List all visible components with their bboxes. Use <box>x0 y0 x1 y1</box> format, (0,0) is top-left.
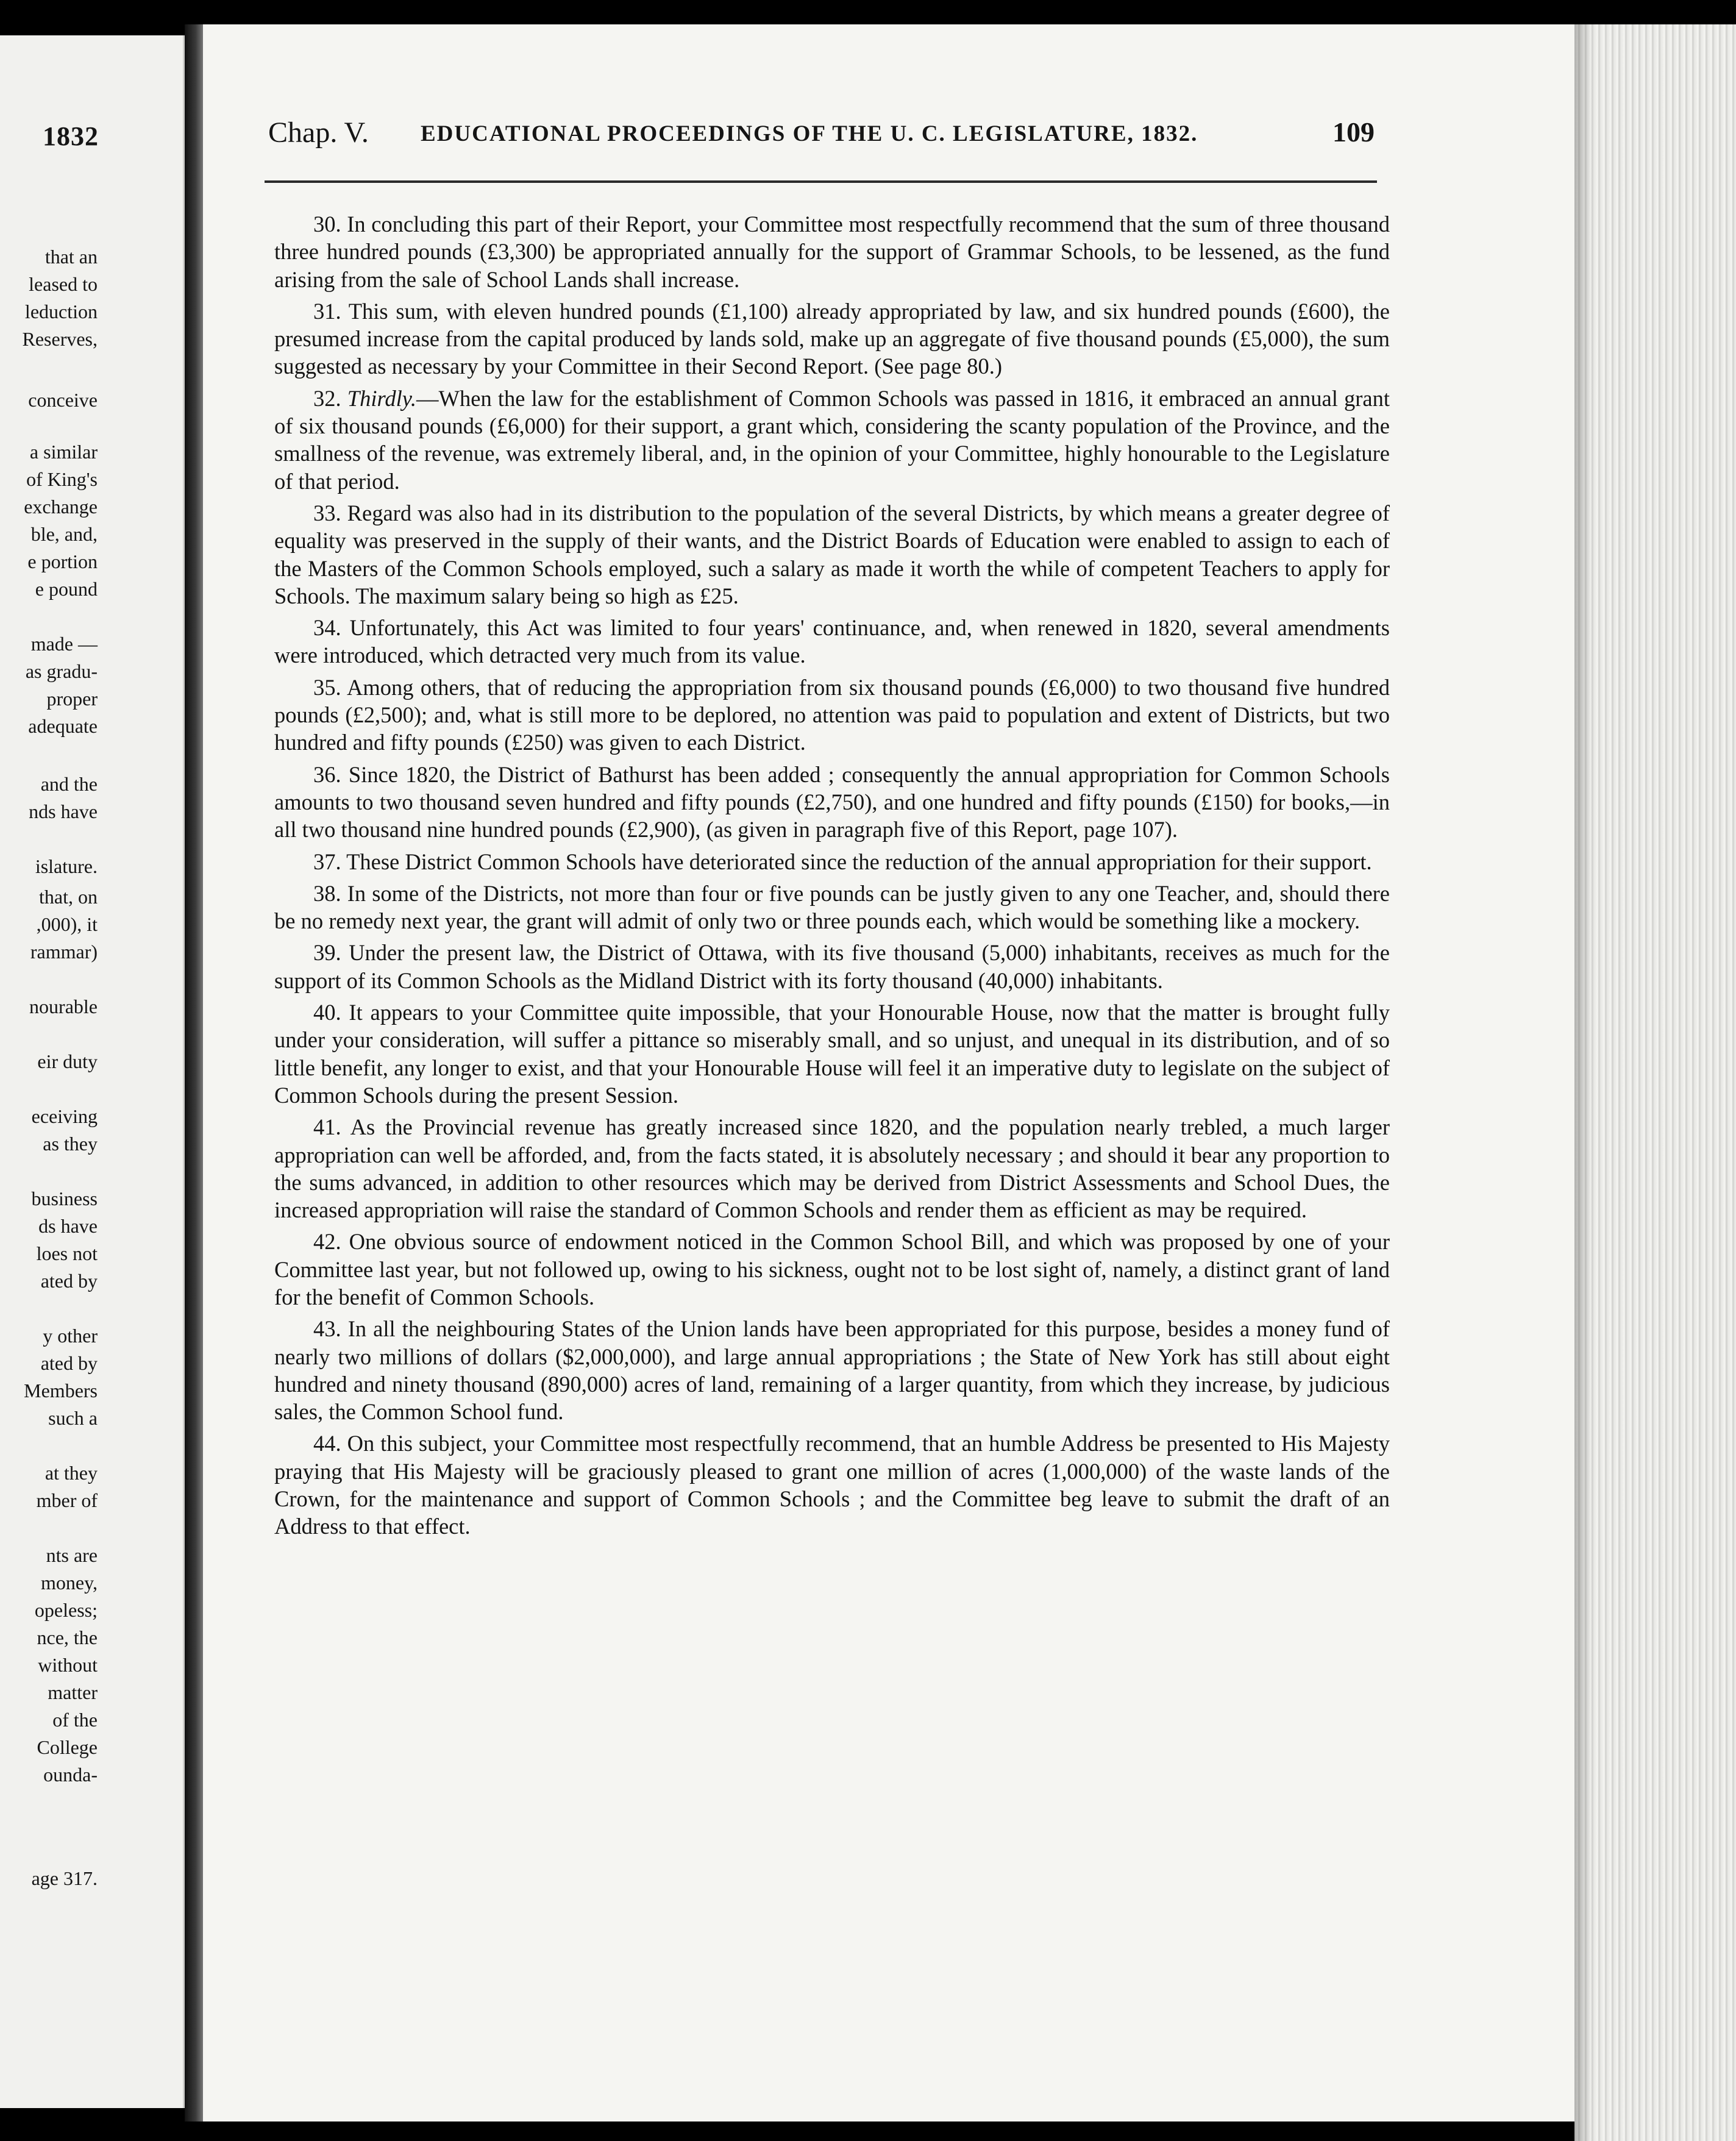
left-page-fragment: and the <box>40 773 98 795</box>
left-page-fragment: adequate <box>28 715 98 737</box>
left-page-fragment: as gradu- <box>25 660 98 682</box>
left-page-fragment: made — <box>30 633 98 655</box>
left-page-fragment: proper <box>46 688 98 710</box>
running-header <box>268 116 1375 152</box>
left-page-fragment: money, <box>40 1572 98 1594</box>
left-page-fragment: at they <box>44 1462 98 1484</box>
left-page-fragment: nourable <box>29 996 98 1017</box>
left-page-fragment: ,000), it <box>36 913 98 935</box>
paragraph-37: 37. These District Common Schools have deteriorated since the reduction of the annual appropriation for their support. <box>313 849 1372 874</box>
left-page-fragment: matter <box>48 1681 98 1703</box>
left-page-fragment: mber of <box>36 1489 98 1511</box>
left-page-fragment: ated by <box>40 1352 98 1374</box>
paragraph-35: 35. Among others, that of reducing the appropriation from six thousand pounds (£6,000) to two thousand five hundred pounds (£2,500); and, what is still more to be deplored, no attention was paid to population and extent of Districts, but two hundred and fifty pounds (£250) was given to each District. <box>274 674 1390 755</box>
left-page-fragment: without <box>38 1654 98 1676</box>
left-page-fragment: as they <box>43 1133 98 1155</box>
left-page-fragment: islature. <box>35 855 98 877</box>
left-page-fragment: of the <box>52 1709 98 1731</box>
page-number: 109 <box>1332 116 1375 148</box>
left-page-fragment: such a <box>48 1407 98 1429</box>
left-page-fragment: y other <box>43 1325 98 1347</box>
paragraph-31: 31. This sum, with eleven hundred pounds (£1,100) already appropriated by law, and six hundred pounds (£600), the presumed increase from the capital produced by lands sold, make up an aggregate of five thousand pounds (£5,000), the sum suggested as necessary by your Committee in their Second Report. (See page 80.) <box>274 298 1390 379</box>
running-title: EDUCATIONAL PROCEEDINGS OF THE U. C. LEGISLATURE, 1832. <box>421 121 1198 146</box>
paragraph-43: 43. In all the neighbouring States of the Union lands have been appropriated for this purpose, besides a money fund of nearly two millions of dollars ($2,000,000), and large annual appropriations ; the State of New York has still about eight hundred and ninety thousand (890,000) acres of land, remaining of a larger quantity, from which they increase, by judicious sales, the Common School fund. <box>274 1316 1390 1425</box>
left-page-fragment: of King's <box>26 468 98 490</box>
left-page-fragment: loes not <box>36 1242 98 1264</box>
paragraph-36: 36. Since 1820, the District of Bathurst has been added ; consequently the annual appropriation for Common Schools amounts to two thousand seven hundred and fifty pounds (£2,750), and one hundred and fifty pounds (£150) for books,—in all two thousand nine hundred pounds (£2,900), (as given in paragraph five of this Report, page 107). <box>274 761 1390 843</box>
left-page-fragment: ated by <box>40 1270 98 1292</box>
left-page-fragment: ds have <box>38 1215 98 1237</box>
paragraph-34: 34. Unfortunately, this Act was limited to four years' continuance, and, when renewed in 1820, several amendments were introduced, which detracted very much from its value. <box>274 615 1390 668</box>
paragraph-30: 30. In concluding this part of their Report, your Committee most respectfully recommend that the sum of three thousand three hundred pounds (£3,300) be appropriated annually for the support of Grammar Schools, to be lessened, as the fund arising from the sale of School Lands shall increase. <box>274 212 1390 292</box>
left-page-fragment: leduction <box>24 301 98 322</box>
left-page-fragment: eir duty <box>37 1050 98 1072</box>
left-page-fragment: ounda- <box>43 1764 98 1786</box>
left-page-fragment: ble, and, <box>30 523 98 545</box>
left-page-fragment: e portion <box>27 550 98 572</box>
paragraph-40: 40. It appears to your Committee quite impossible, that your Honourable House, now that the matter is brought fully under your consideration, will suffer a pittance so miserably small, and so unjust, and unequal in its distribution, and of so little benefit, any longer to exist, and that your Honourable House will feel it an imperative duty to legislate on the subject of Common Schools during the present Session. <box>274 1000 1390 1108</box>
left-page-fragment: Reserves, <box>22 328 98 350</box>
left-page-fragment: a similar <box>29 441 98 463</box>
left-page-header: 1832 <box>43 121 99 151</box>
paragraph-33: 33. Regard was also had in its distribution to the population of the several Districts, by which means a greater degree of equality was preserved in the supply of their wants, and the District Boards of Education were enabled to assign to each of the Masters of the Common Schools employed, such a salary as made it worth the while of competent Teachers to apply for Schools. The maximum salary being so high as £25. <box>274 500 1390 608</box>
paragraph-41: 41. As the Provincial revenue has greatly increased since 1820, and the population nearly trebled, a much larger appropriation can well be afforded, and, from the facts stated, it is absolutely necessary ; and should it bear any proportion to the sums advanced, in addition to other resources which may be derived from District Assessments and School Dues, the increased appropriation will raise the standard of Common Schools and render them as efficient as may be required. <box>274 1114 1390 1223</box>
left-page-fragment: that an <box>44 246 98 268</box>
page-edges <box>1574 24 1736 2141</box>
left-page-fragment: business <box>31 1188 98 1209</box>
left-facing-page <box>0 35 185 2108</box>
left-page-fragment: opeless; <box>34 1599 98 1621</box>
left-page-fragment: eceiving <box>31 1105 98 1127</box>
left-page-fragment: that, on <box>39 886 98 908</box>
left-page-fragment: nts are <box>46 1544 98 1566</box>
left-page-fragment: College <box>37 1736 98 1758</box>
body-text <box>274 210 1390 1541</box>
left-page-fragment: nds have <box>29 800 98 822</box>
left-page-fragment: nce, the <box>37 1626 98 1648</box>
left-page-fragment: rammar) <box>30 941 98 963</box>
paragraph-39: 39. Under the present law, the District of Ottawa, with its five thousand (5,000) inhabitants, receives as much for the support of its Common Schools as the Midland District with its forty thousand (40,000) inhabitants. <box>274 940 1390 993</box>
paragraph-38: 38. In some of the Districts, not more than four or five pounds can be justly given to any one Teacher, and, should there be no remedy next year, the grant will admit of only two or three pounds each, which would be something like a mockery. <box>274 880 1390 934</box>
left-page-fragment: exchange <box>24 496 98 518</box>
left-page-fragment: Members <box>24 1380 98 1402</box>
chapter-label: Chap. V. <box>268 116 369 149</box>
paragraph-42: 42. One obvious source of endowment noticed in the Common School Bill, and which was proposed by one of your Committee last year, but not followed up, owing to his sickness, ought not to be lost sight of, namely, a distinct grant of land for the benefit of Common Schools. <box>274 1229 1390 1309</box>
left-page-fragment: e pound <box>35 578 98 600</box>
paragraph-44: 44. On this subject, your Committee most respectfully recommend, that an humble Address be presented to His Majesty praying that His Majesty will be graciously pleased to grant one million of acres (1,000,000) of the waste lands of the Crown, for the maintenance and support of Common Schools ; and the Committee beg leave to submit the draft of an Address to that effect. <box>274 1431 1390 1539</box>
book-gutter <box>185 24 203 2121</box>
left-page-fragment: age 317. <box>31 1867 98 1889</box>
paragraph-32: 32. Thirdly.—When the law for the establishment of Common Schools was passed in 1816, it embraced an annual grant of six thousand pounds (£6,000) for their support, a grant which, considering the scanty population of the Province, and the smallness of the revenue, was extremely liberal, and, in the opinion of your Committee, highly honourable to the Legislature of that period. <box>274 385 1390 494</box>
left-page-fragment: leased to <box>29 273 98 295</box>
left-page-fragment: conceive <box>28 389 98 411</box>
header-rule <box>265 180 1377 183</box>
page-edge-shadow <box>1574 24 1593 2141</box>
